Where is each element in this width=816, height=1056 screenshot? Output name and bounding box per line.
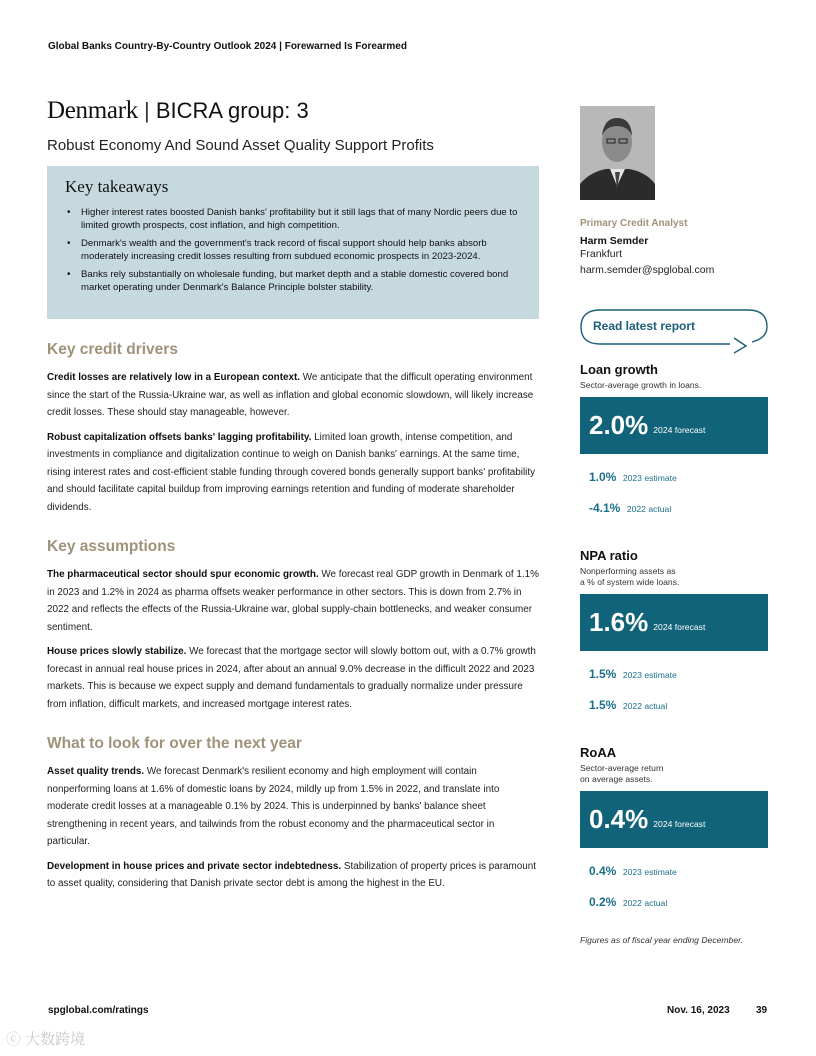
read-latest-report-button[interactable] xyxy=(580,308,770,354)
metric-row-value: -4.1% xyxy=(589,501,621,515)
metric-forecast-value: 0.4% xyxy=(589,804,649,834)
metric-row-value: 1.5% xyxy=(589,698,617,712)
paragraph-body: We forecast that the mortgage sector will slowly bottom out, with a 0.7% growth forecast in annual real house prices in 2024, after about an annual 9.0% decrease in the difficult 2022 and 2023 markets. This is because we expect supply and demand fundamentals to gradually normalize under pressure from inflation, difficult markets, and increased mortgage interest rates. xyxy=(47,646,536,710)
paragraph-lead: Credit losses are relatively low in a European context. xyxy=(47,372,300,383)
metric-desc-line: a % of system wide loans. xyxy=(580,577,680,587)
metric-row xyxy=(580,893,768,911)
paragraph-body: Limited loan growth, intense competition, and investments in compliance and digitalization continue to weigh on Danish banks' earnings. At the same time, rising interest rates and cost-efficient stable funding through covered bonds generally support banks' profitability and should facilitate capital buildup from improving earnings retention and funding of moderate shareholder dividends. xyxy=(47,431,536,513)
analyst-name: Harm Semder xyxy=(580,235,649,247)
bicra-group: BICRA group: 3 xyxy=(155,98,309,123)
metric-row xyxy=(580,696,768,714)
takeaways-heading: Key takeaways xyxy=(65,177,169,196)
paragraph xyxy=(47,429,539,517)
metric-npa-ratio xyxy=(580,548,768,714)
metric-row-caption: 2022 actual xyxy=(622,898,668,908)
metric-row xyxy=(580,665,768,683)
footer-site-link[interactable]: spglobal.com/ratings xyxy=(48,1005,149,1016)
metric-row xyxy=(580,468,768,486)
metric-forecast-caption: 2024 forecast xyxy=(653,621,706,632)
report-button-label: Read latest report xyxy=(593,319,696,333)
title-separator: | xyxy=(137,98,156,123)
paragraph xyxy=(47,858,539,893)
metric-forecast-caption: 2024 forecast xyxy=(653,424,706,435)
page-subtitle: Robust Economy And Sound Asset Quality Support Profits xyxy=(47,137,434,154)
metric-row-caption: 2023 estimate xyxy=(622,867,677,877)
paragraph xyxy=(47,643,539,713)
metric-row-caption: 2023 estimate xyxy=(622,670,677,680)
metric-forecast-box xyxy=(580,791,768,848)
metric-title: Loan growth xyxy=(580,362,658,377)
metric-row-caption: 2022 actual xyxy=(626,504,672,514)
metric-forecast-box xyxy=(580,594,768,651)
metric-desc-line: on average assets. xyxy=(580,774,653,784)
metric-forecast-caption: 2024 forecast xyxy=(653,818,706,829)
metric-row-value: 1.5% xyxy=(589,667,617,681)
metric-title: NPA ratio xyxy=(580,548,638,563)
footer-date: Nov. 16, 2023 xyxy=(667,1005,730,1016)
section-heading-next-year: What to look for over the next year xyxy=(47,735,302,752)
metric-roaa xyxy=(580,745,768,911)
watermark-text: 大数跨境 xyxy=(25,1031,86,1048)
metric-row-value: 0.4% xyxy=(589,864,617,878)
section-heading-credit-drivers: Key credit drivers xyxy=(47,341,178,358)
metric-forecast-value: 1.6% xyxy=(589,607,649,637)
paragraph-lead: Robust capitalization offsets banks' lagging profitability. xyxy=(47,431,312,443)
analyst-photo xyxy=(580,106,655,200)
paragraph-lead: The pharmaceutical sector should spur economic growth. xyxy=(47,569,319,580)
watermark: ⓒ 大数跨境 xyxy=(6,1031,86,1048)
metric-description xyxy=(580,763,768,785)
takeaway-item: • Higher interest rates boosted Danish banks' profitability but it still lags that of many Nordic peers due to limited growth prospects, cost inflation, and high competition. xyxy=(65,207,525,232)
metric-description xyxy=(580,566,768,588)
metric-desc-line: Sector-average growth in loans. xyxy=(580,380,702,390)
metric-description xyxy=(580,380,768,391)
paragraph-lead: Asset quality trends. xyxy=(47,766,145,777)
metric-row-caption: 2023 estimate xyxy=(622,473,677,483)
metric-row-caption: 2022 actual xyxy=(622,701,668,711)
metric-row xyxy=(580,862,768,880)
metric-forecast-value: 2.0% xyxy=(589,410,649,440)
analyst-email[interactable]: harm.semder@spglobal.com xyxy=(580,263,715,276)
metric-desc-line: Nonperforming assets as xyxy=(580,566,676,576)
paragraph-body: We forecast Denmark's resilient economy and high employment will contain nonperforming loans at 1.6% of domestic loans by 2024, mildly up from 1.5% in 2022, and translate into moderate credit losses at a manageable 0.1% by 2024. This is underpinned by banks' balance sheet strengthening in recent years, and tailwinds from the robust economy and the pharmaceutical sector in particular. xyxy=(47,766,500,847)
country-name: Denmark xyxy=(47,97,138,124)
sidebar xyxy=(580,106,768,909)
paragraph-lead: Development in house prices and private sector indebtedness. xyxy=(47,860,342,872)
metric-row-value: 1.0% xyxy=(589,470,617,484)
running-header: Global Banks Country-By-Country Outlook 2024 | Forewarned Is Forearmed xyxy=(48,41,407,52)
section-heading-key-assumptions: Key assumptions xyxy=(47,538,176,555)
paragraph xyxy=(47,763,539,851)
paragraph-lead: House prices slowly stabilize. xyxy=(47,646,187,657)
metric-loan-growth xyxy=(580,362,768,517)
main-column xyxy=(47,98,539,900)
paragraph-body: We anticipate that the difficult operating environment since the start of the Russia-Ukraine war, as well as inflation and global economic slowdown, will likely increase credit losses. These should stay manageable, however. xyxy=(47,372,534,418)
page-title xyxy=(47,98,539,124)
metric-row xyxy=(580,499,768,517)
metric-row-value: 0.2% xyxy=(589,895,617,909)
paragraph xyxy=(47,566,539,636)
page-number: 39 xyxy=(756,1005,768,1016)
paragraph xyxy=(47,369,539,422)
takeaway-item: • Banks rely substantially on wholesale funding, but market depth and a stable domestic covered bond market operating under Denmark's Balance Principle bolster stability. xyxy=(65,269,525,294)
takeaways-list xyxy=(65,207,525,294)
paragraph-body: Stabilization of property prices is paramount to asset quality, considering that Danish private sector debt is among the highest in the EU. xyxy=(47,860,536,889)
metric-forecast-box xyxy=(580,397,768,454)
takeaway-item: • Denmark's wealth and the government's track record of fiscal support should help banks absorb moderately increasing credit losses resulting from subdued economic prospects in 2023-2024. xyxy=(65,238,525,263)
metric-desc-line: Sector-average return xyxy=(580,763,664,773)
figures-note: Figures as of fiscal year ending December. xyxy=(580,935,744,945)
key-takeaways-box xyxy=(47,166,539,319)
metric-title: RoAA xyxy=(580,745,617,760)
paragraph-body: We forecast real GDP growth in Denmark of 1.1% in 2023 and 1.2% in 2024 as pharma offsets weaker performance in other sectors. This is down from 2.7% in 2022 and reflects the effects of the Russia-Ukraine war, global supply-chain bottlenecks, and weaker consumer sentiment. xyxy=(47,569,539,633)
analyst-role: Primary Credit Analyst xyxy=(580,218,688,229)
analyst-city: Frankfurt xyxy=(580,248,623,260)
